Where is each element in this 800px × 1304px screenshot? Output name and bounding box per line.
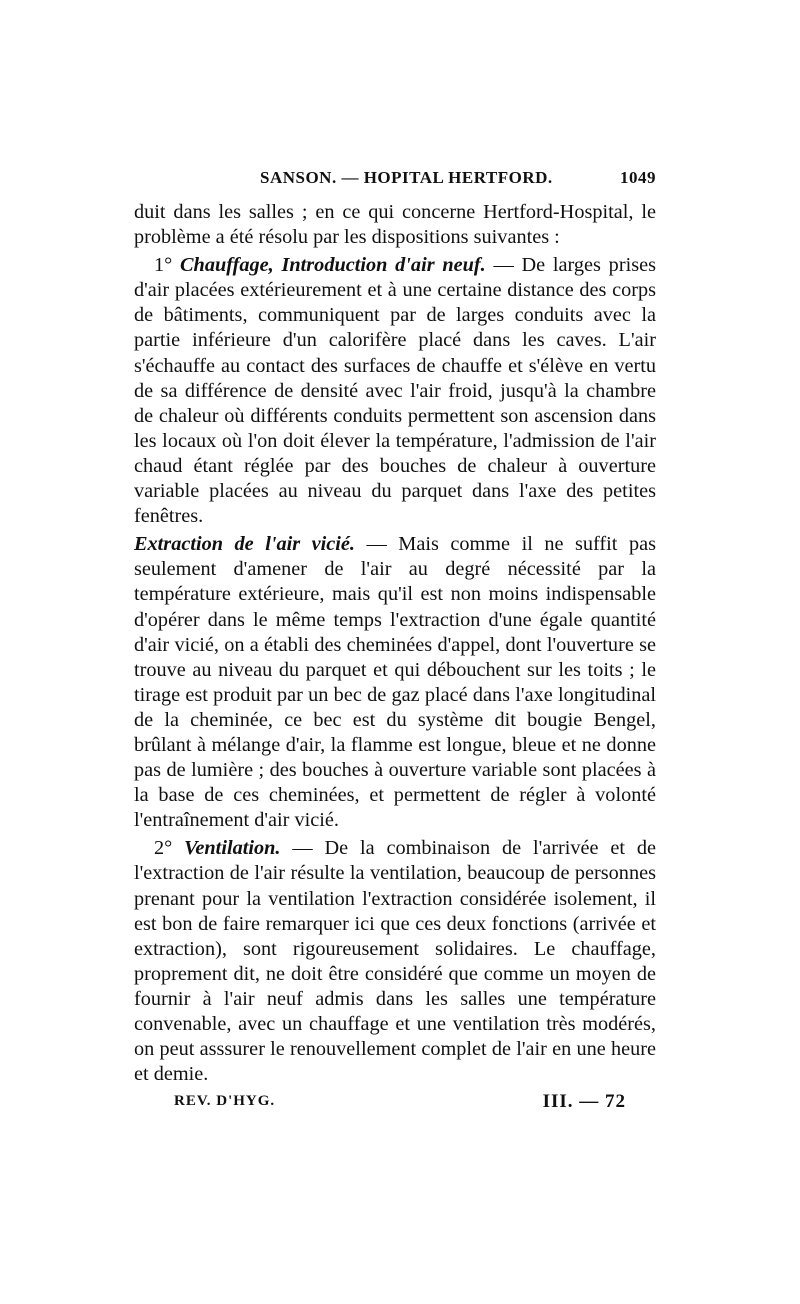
page-footer [134, 1091, 656, 1117]
page-number: 1049 [620, 168, 656, 187]
book-page [134, 168, 656, 1117]
paragraph-text: duit dans les salles ; en ce qui concerne Hertford-Hospital, le problème a été résolu par les dispositions suivantes : [134, 201, 656, 249]
paragraph-heating [134, 253, 656, 529]
signature-mark: III. — 72 [542, 1091, 626, 1113]
section-heading-extraction: Extraction de l'air vicié. [134, 533, 355, 556]
body-text [134, 200, 656, 1087]
paragraph-continuation [134, 200, 656, 250]
section-number: 2° [154, 837, 173, 860]
paragraph-ventilation [134, 836, 656, 1087]
section-heading-ventilation: Ventilation. [184, 837, 281, 860]
paragraph-text: — De larges prises d'air placées extérieurement et à une certaine distance des corps de bâtiments, communiquent par de larges conduits avec la partie inférieure d'un calorifère placé dans les caves. L'air s'échauffe au contact des surfaces de chauffe et s'élève en vertu de sa différence de densité avec l'air froid, jusqu'à la chambre de chaleur où différents conduits permettent son ascension dans les locaux où l'on doit élever la température, l'admission de l'air chaud étant réglée par des bouches de chaleur à ouverture variable placées au niveau du parquet dans l'axe des petites fenêtres. [134, 254, 656, 528]
journal-abbreviation: REV. D'HYG. [174, 1093, 276, 1110]
section-number: 1° [154, 254, 173, 277]
paragraph-text: — Mais comme il ne suffit pas seulement d'amener de l'air au degré nécessité par la température extérieure, mais qu'il est non moins indispensable d'opérer dans le même temps l'extraction d'une égale quantité d'air vicié, on a établi des cheminées d'appel, dont l'ouverture se trouve au niveau du parquet et qui débouchent sur les toits ; le tirage est produit par un bec de gaz placé dans l'axe longitudinal de la cheminée, ce bec est du système dit bougie Bengel, brûlant à mélange d'air, la flamme est longue, bleue et ne donne pas de lumière ; des bouches à ouverture variable sont placées à la base de ces cheminées, et permettent de régler à volonté l'entraînement d'air vicié. [134, 533, 656, 832]
running-head [134, 168, 656, 194]
paragraph-extraction [134, 532, 656, 833]
section-heading-heating: Chauffage, Introduction d'air neuf. [180, 254, 486, 277]
paragraph-text: — De la combinaison de l'arrivée et de l'extraction de l'air résulte la ventilation, beaucoup de personnes prenant pour la ventilation l'extraction considérée isolement, il est bon de faire remarquer ici que ces deux fonctions (arrivée et extraction), sont rigoureusement solidaires. Le chauffage, proprement dit, ne doit être considéré que comme un moyen de fournir à l'air neuf admis dans les salles une température convenable, avec un chauffage et une ventilation très modérés, on peut asssurer le renouvellement complet de l'air en une heure et demie. [134, 837, 657, 1086]
running-head-title: SANSON. — HOPITAL HERTFORD. [260, 168, 553, 187]
